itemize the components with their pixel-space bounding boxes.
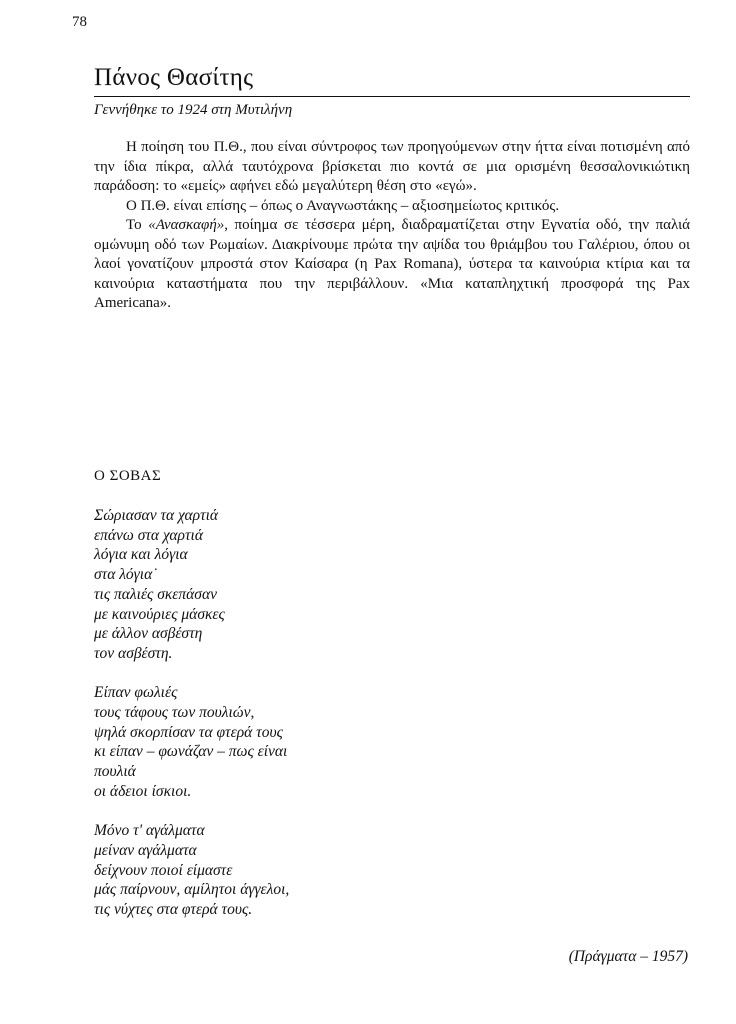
poem-verse: με άλλον ασβέστη xyxy=(94,625,203,643)
title-rule xyxy=(94,96,690,97)
intro-paragraph-1: Η ποίηση του Π.Θ., που είναι σύντροφος των προηγούμενων στην ήττα είναι ποτισμένη από την ίδια πίκρα, αλλά ταυτόχρονα βρίσκεται πιο κοντά σε μια ορισμένη θεσσαλονικιώτικη παράδοση: το «εμείς» αφήνει εδώ μεγαλύτερη θέση στο «εγώ». xyxy=(94,139,690,194)
poem-title: Ο ΣΟΒΑΣ xyxy=(94,468,162,484)
author-birth-line: Γεννήθηκε το 1924 στη Μυτιλήνη xyxy=(94,102,293,118)
poem-verse: Σώριασαν τα χαρτιά xyxy=(94,507,219,524)
poem-verse: Είπαν φωλιές xyxy=(94,684,178,702)
intro-paragraph-3 xyxy=(94,216,690,314)
poem-verse: μείναν αγάλματα xyxy=(94,841,197,859)
poem-verse: με καινούριες μάσκες xyxy=(94,605,225,623)
poem-verse: μάς παίρνουν, αμίλητοι άγγελοι, xyxy=(94,881,290,899)
poem-verse: δείχνουν ποιοί είμαστε xyxy=(94,861,233,879)
poem-verse: τις παλιές σκεπάσαν xyxy=(94,585,217,603)
page-number: 78 xyxy=(72,14,87,30)
poem-stanza-1 xyxy=(94,506,289,664)
poem-verse: λόγια και λόγια xyxy=(94,546,188,564)
poem-verse: ψηλά σκορπίσαν τα φτερά τους xyxy=(94,723,283,741)
poem-source: (Πράγματα – 1957) xyxy=(568,948,688,965)
poem-verse: τον ασβέστη. xyxy=(94,644,173,662)
poem-verse: Μόνο τ' αγάλματα xyxy=(94,822,205,840)
work-title-anaskafi: «Ανασκαφή» xyxy=(148,217,225,233)
poem-stanza-3 xyxy=(94,821,289,920)
author-name: Πάνος Θασίτης xyxy=(94,64,254,91)
poem-stanza-2 xyxy=(94,683,289,801)
poem-verse: τους τάφους των πουλιών, xyxy=(94,704,255,722)
intro-paragraph-3-lead: Το xyxy=(126,217,149,233)
poem-verse: πουλιά xyxy=(94,763,136,781)
intro-text xyxy=(94,138,690,314)
poem-verse: επάνω στα χαρτιά xyxy=(94,526,203,544)
intro-paragraph-3-body: , ποίημα σε τέσσερα μέρη, διαδραματίζεται στην Εγνατία οδό, την παλιά ομώνυμη οδό των Ρωμαίων. Διακρίνουμε πρώτα την αψίδα του θριάμβου του Γαλέριου, όπου οι λαοί γονατίζουν μπροστά στον Καίσαρα (η Pax Romana), ύστερα τα καινούρια κτίρια και τα καινούρια καταστήματα που την περιβάλλουν. «Μια καταπληχτική προσφορά της Pax Americana». xyxy=(94,217,690,311)
poem-verse: κι είπαν – φωνάζαν – πως είναι xyxy=(94,743,288,761)
poem-verse: τις νύχτες στα φτερά τους. xyxy=(94,901,253,919)
poem-verse: στα λόγια˙ xyxy=(94,566,158,584)
poem-verse: οι άδειοι ίσκιοι. xyxy=(94,782,192,800)
intro-paragraph-2: Ο Π.Θ. είναι επίσης – όπως ο Αναγνωστάκης – αξιοσημείωτος κριτικός. xyxy=(126,197,560,214)
poem-body xyxy=(94,506,289,939)
